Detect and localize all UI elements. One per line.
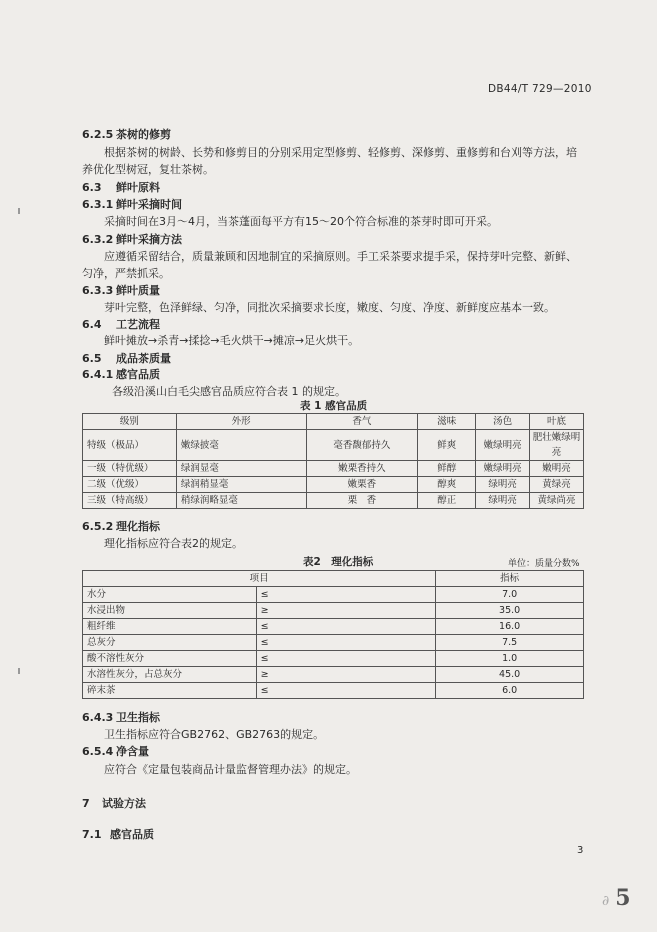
table-row — [83, 683, 584, 699]
table-cell: 嫩栗香持久 — [306, 461, 418, 477]
table-cell: 水浸出物 — [83, 603, 257, 619]
paragraph: 采摘时间在3月～4月，当茶蓬面每平方有15～20个符合标准的茶芽时即可开采。 — [104, 215, 498, 228]
table-cell: 毫香馥郁持久 — [306, 430, 418, 461]
column-header: 指标 — [436, 571, 584, 587]
column-header: 叶底 — [530, 414, 584, 430]
table-cell: 嫩绿明亮 — [476, 461, 530, 477]
heading-6-5: 6.5 成品茶质量 — [82, 352, 171, 365]
table-cell: 酸不溶性灰分 — [83, 651, 257, 667]
column-header: 级别 — [83, 414, 177, 430]
sensory-quality-table — [82, 413, 584, 509]
table-header-row — [83, 414, 584, 430]
paragraph: 芽叶完整，色泽鲜绿、匀净，同批次采摘要求长度，嫩度、匀度、净度、新鲜度应基本一致。 — [104, 301, 555, 314]
heading-6-4-3: 6.4.3 卫生指标 — [82, 711, 160, 724]
table-row — [83, 651, 584, 667]
heading-6-3: 6.3 鲜叶原料 — [82, 181, 160, 194]
heading-7: 7 试验方法 — [82, 797, 146, 810]
table-cell: 黄绿亮 — [530, 477, 584, 493]
table-cell: ≥ — [256, 667, 436, 683]
heading-6-2-5: 6.2.5 茶树的修剪 — [82, 128, 171, 141]
table-row — [83, 430, 584, 461]
heading-6-3-3: 6.3.3 鲜叶质量 — [82, 284, 160, 297]
table-cell: ≤ — [256, 651, 436, 667]
paragraph: 应符合《定量包装商品计量监督管理办法》的规定。 — [104, 763, 357, 776]
physicochemical-table — [82, 570, 584, 699]
table-cell: 稍绿润略显毫 — [176, 493, 306, 509]
table-cell: 总灰分 — [83, 635, 257, 651]
standard-number: DB44/T 729—2010 — [488, 83, 592, 95]
table-cell: 肥壮嫩绿明亮 — [530, 430, 584, 461]
table-row — [83, 635, 584, 651]
table-cell: ≤ — [256, 619, 436, 635]
table-row — [83, 587, 584, 603]
heading-6-4: 6.4 工艺流程 — [82, 318, 160, 331]
table-row — [83, 493, 584, 509]
paragraph: 鲜叶摊放→杀青→揉捻→毛火烘干→摊凉→足火烘干。 — [104, 334, 360, 347]
paragraph: 根据茶树的树龄、长势和修剪目的分别采用定型修剪、轻修剪、深修剪、重修剪和台刈等方法，培 — [104, 146, 577, 159]
heading-7-1: 7.1 感官品质 — [82, 828, 154, 841]
table-row — [83, 619, 584, 635]
table-cell: 嫩绿披毫 — [176, 430, 306, 461]
corner-page-mark: ∂ 5 — [602, 885, 631, 911]
table-row — [83, 461, 584, 477]
paragraph: 理化指标应符合表2的规定。 — [104, 537, 243, 550]
table-cell: 栗 香 — [306, 493, 418, 509]
table-cell: 1.0 — [436, 651, 584, 667]
table-cell: 一级（特优级） — [83, 461, 177, 477]
table-cell: 醇正 — [418, 493, 476, 509]
table-cell: 7.5 — [436, 635, 584, 651]
table-cell: 醇爽 — [418, 477, 476, 493]
table-cell: 二级（优级） — [83, 477, 177, 493]
heading-6-5-2: 6.5.2 理化指标 — [82, 520, 160, 533]
column-header: 汤色 — [476, 414, 530, 430]
table-cell: 粗纤维 — [83, 619, 257, 635]
heading-6-3-2: 6.3.2 鲜叶采摘方法 — [82, 233, 182, 246]
table-cell: ≤ — [256, 635, 436, 651]
paragraph: 养优化型树冠，复壮茶树。 — [82, 163, 214, 176]
table-cell: 45.0 — [436, 667, 584, 683]
table-header-row — [83, 571, 584, 587]
paragraph: 卫生指标应符合GB2762、GB2763的规定。 — [104, 728, 325, 741]
table-cell: ≤ — [256, 683, 436, 699]
table-cell: 35.0 — [436, 603, 584, 619]
heading-6-4-1: 6.4.1 感官品质 — [82, 368, 160, 381]
table-cell: 绿明亮 — [476, 477, 530, 493]
column-header: 外形 — [176, 414, 306, 430]
paragraph: 匀净，严禁抓采。 — [82, 267, 170, 280]
column-header: 项目 — [83, 571, 436, 587]
table-cell: 绿润稍显毫 — [176, 477, 306, 493]
table-cell: 绿明亮 — [476, 493, 530, 509]
table-row — [83, 603, 584, 619]
table-cell: ≤ — [256, 587, 436, 603]
table-cell: 黄绿尚亮 — [530, 493, 584, 509]
scan-artifact — [18, 668, 20, 674]
page-number: 3 — [577, 845, 584, 856]
column-header: 香气 — [306, 414, 418, 430]
table2-unit: 单位：质量分数% — [508, 559, 580, 569]
table-cell: 三级（特高级） — [83, 493, 177, 509]
table1-caption: 表 1 感官品质 — [300, 400, 368, 412]
scan-artifact — [18, 208, 20, 214]
table-cell: 特级（极品） — [83, 430, 177, 461]
table-cell: 嫩栗香 — [306, 477, 418, 493]
table-cell: 水分 — [83, 587, 257, 603]
heading-6-3-1: 6.3.1 鲜叶采摘时间 — [82, 198, 182, 211]
table-row — [83, 477, 584, 493]
table-cell: 鲜醇 — [418, 461, 476, 477]
table-cell: 嫩明亮 — [530, 461, 584, 477]
heading-6-5-4: 6.5.4 净含量 — [82, 745, 149, 758]
table2-caption: 表2 理化指标 — [303, 556, 374, 568]
table-cell: 碎末茶 — [83, 683, 257, 699]
table-cell: 嫩绿明亮 — [476, 430, 530, 461]
table-cell: 6.0 — [436, 683, 584, 699]
paragraph: 各级沿溪山白毛尖感官品质应符合表 1 的规定。 — [112, 385, 346, 398]
table-cell: 绿润显毫 — [176, 461, 306, 477]
table-cell: 鲜爽 — [418, 430, 476, 461]
table-cell: 7.0 — [436, 587, 584, 603]
table-cell: 水溶性灰分，占总灰分 — [83, 667, 257, 683]
paragraph: 应遵循采留结合，质量兼顾和因地制宜的采摘原则。手工采茶要求提手采，保持芽叶完整、新鲜、 — [104, 250, 577, 263]
table-cell: ≥ — [256, 603, 436, 619]
table-row — [83, 667, 584, 683]
column-header: 滋味 — [418, 414, 476, 430]
table-cell: 16.0 — [436, 619, 584, 635]
